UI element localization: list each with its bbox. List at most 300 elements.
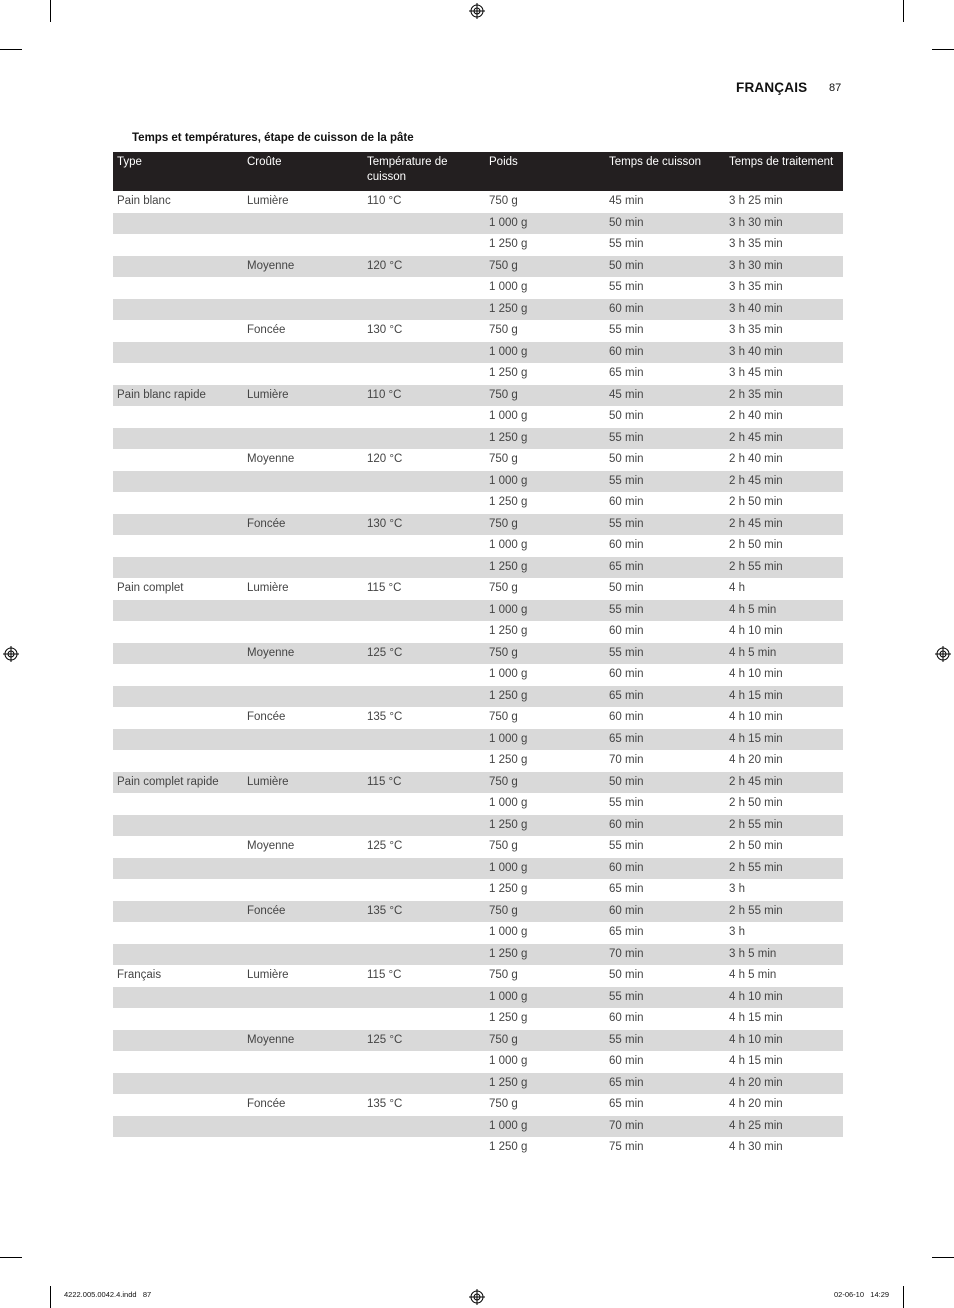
table-row — [113, 514, 843, 536]
cell-type — [113, 922, 243, 944]
cell-temperature — [363, 363, 485, 385]
cell-weight: 1 000 g — [489, 668, 528, 680]
cell-crust — [243, 428, 363, 450]
cell-temperature — [363, 664, 485, 686]
cell-temperature — [363, 815, 485, 837]
table-row — [113, 664, 843, 686]
cell-weight: 750 g — [485, 901, 605, 923]
cell-weight: 1 000 g — [489, 281, 528, 293]
cell-temperature: 125 °C — [363, 1030, 485, 1052]
cell-temperature — [363, 342, 485, 364]
cell-processing-time: 2 h 50 min — [729, 840, 783, 852]
registration-target-icon — [3, 646, 19, 662]
cell-weight: 1 250 g — [485, 686, 605, 708]
table-row — [113, 815, 843, 837]
table-row — [113, 299, 843, 321]
cell-crust — [243, 299, 363, 321]
table-row — [113, 363, 843, 385]
cell-processing-time: 3 h — [729, 883, 745, 895]
cell-type — [113, 213, 243, 235]
cell-type — [113, 901, 243, 923]
cell-weight: 1 250 g — [489, 754, 528, 766]
cell-weight: 1 250 g — [489, 625, 528, 637]
cell-crust: Moyenne — [247, 840, 295, 852]
crop-mark — [50, 1286, 51, 1308]
cell-temperature: 115 °C — [367, 582, 402, 594]
cell-weight: 1 000 g — [485, 342, 605, 364]
cell-temperature — [363, 213, 485, 235]
registration-target-icon — [469, 3, 485, 19]
cell-crust: Foncée — [247, 711, 286, 723]
cell-crust: Foncée — [247, 324, 286, 336]
cell-baking-time: 60 min — [605, 815, 725, 837]
table-row — [113, 342, 843, 364]
cell-temperature — [363, 471, 485, 493]
cell-crust — [243, 1073, 363, 1095]
cell-crust: Lumière — [247, 582, 289, 594]
table-row — [113, 471, 843, 493]
cell-type — [113, 299, 243, 321]
cell-baking-time: 55 min — [605, 643, 725, 665]
table-row — [113, 901, 843, 923]
cell-weight: 1 000 g — [485, 471, 605, 493]
cell-crust — [243, 879, 363, 901]
cell-weight: 750 g — [489, 195, 518, 207]
cell-processing-time: 4 h 15 min — [729, 1055, 783, 1067]
table-row — [113, 578, 843, 600]
cell-processing-time: 2 h 45 min — [725, 514, 843, 536]
cell-crust — [243, 922, 363, 944]
cell-weight: 750 g — [489, 711, 518, 723]
cell-temperature: 125 °C — [367, 840, 403, 852]
cell-crust — [243, 1051, 363, 1073]
column-header-temperature: Température de cuisson — [363, 152, 485, 191]
cell-crust — [243, 664, 363, 686]
cell-processing-time: 4 h 20 min — [729, 754, 783, 766]
cell-weight: 1 000 g — [489, 926, 528, 938]
cell-processing-time: 3 h 35 min — [729, 324, 783, 336]
cell-crust: Foncée — [243, 514, 363, 536]
cell-temperature — [363, 428, 485, 450]
cell-type: Pain complet rapide — [113, 772, 243, 794]
table-row — [113, 234, 843, 256]
crop-mark — [0, 1257, 22, 1258]
cell-baking-time: 50 min — [605, 772, 725, 794]
cell-processing-time: 4 h 10 min — [729, 711, 783, 723]
cell-processing-time: 3 h 45 min — [729, 367, 783, 379]
table-row — [113, 836, 843, 858]
cell-crust — [243, 342, 363, 364]
column-header-weight: Poids — [485, 152, 605, 191]
table-row — [113, 793, 843, 815]
cell-crust: Foncée — [247, 1098, 286, 1110]
column-header-type: Type — [113, 152, 243, 191]
cell-type — [113, 750, 243, 772]
cell-baking-time: 65 min — [609, 367, 644, 379]
cell-baking-time: 60 min — [605, 342, 725, 364]
table-row — [113, 256, 843, 278]
cell-baking-time: 45 min — [609, 195, 644, 207]
cell-weight: 750 g — [485, 643, 605, 665]
cell-crust — [243, 987, 363, 1009]
cell-weight: 750 g — [489, 453, 518, 465]
cell-crust — [243, 213, 363, 235]
cell-temperature: 125 °C — [363, 643, 485, 665]
cell-processing-time: 2 h 55 min — [725, 901, 843, 923]
cell-weight: 750 g — [485, 1030, 605, 1052]
cell-crust — [243, 557, 363, 579]
cell-temperature — [363, 987, 485, 1009]
cell-weight: 1 000 g — [489, 410, 528, 422]
cell-baking-time: 60 min — [609, 625, 644, 637]
cell-baking-time: 65 min — [609, 883, 644, 895]
cell-crust: Moyenne — [247, 453, 295, 465]
cell-crust — [243, 234, 363, 256]
cell-crust: Moyenne — [243, 1030, 363, 1052]
cell-processing-time: 4 h 15 min — [725, 729, 843, 751]
cell-processing-time: 4 h 25 min — [725, 1116, 843, 1138]
cell-baking-time: 60 min — [609, 1055, 644, 1067]
table-row — [113, 1008, 843, 1030]
cell-baking-time: 70 min — [605, 1116, 725, 1138]
table-row — [113, 557, 843, 579]
crop-mark — [50, 0, 51, 22]
table-row — [113, 492, 843, 514]
cell-processing-time: 4 h 5 min — [725, 643, 843, 665]
cell-crust — [243, 621, 363, 643]
cell-baking-time: 55 min — [609, 840, 644, 852]
cell-temperature — [363, 1073, 485, 1095]
cell-type — [113, 729, 243, 751]
registration-target-icon — [469, 1289, 485, 1305]
cell-weight: 1 000 g — [489, 1055, 528, 1067]
cell-temperature — [363, 1008, 485, 1030]
cell-processing-time: 3 h 35 min — [729, 238, 783, 250]
table-row — [113, 449, 843, 471]
cell-weight: 750 g — [489, 969, 518, 981]
baking-times-table — [113, 152, 843, 1159]
cell-baking-time: 60 min — [605, 299, 725, 321]
cell-temperature — [363, 944, 485, 966]
cell-type — [113, 621, 243, 643]
cell-crust — [243, 858, 363, 880]
cell-weight: 750 g — [485, 256, 605, 278]
cell-weight: 1 000 g — [485, 1116, 605, 1138]
cell-type: Français — [117, 969, 162, 981]
cell-processing-time: 2 h 45 min — [725, 772, 843, 794]
cell-baking-time: 60 min — [605, 901, 725, 923]
cell-weight: 1 250 g — [489, 496, 528, 508]
cell-weight: 750 g — [485, 514, 605, 536]
cell-baking-time: 50 min — [605, 256, 725, 278]
cell-baking-time: 55 min — [605, 471, 725, 493]
table-row — [113, 987, 843, 1009]
cell-type — [113, 428, 243, 450]
cell-processing-time: 2 h 35 min — [725, 385, 843, 407]
cell-type — [113, 793, 243, 815]
cell-baking-time: 55 min — [605, 987, 725, 1009]
cell-type — [113, 643, 243, 665]
cell-type — [113, 815, 243, 837]
cell-processing-time: 3 h — [729, 926, 745, 938]
cell-processing-time: 2 h 40 min — [729, 410, 783, 422]
cell-baking-time: 45 min — [605, 385, 725, 407]
table-row — [113, 858, 843, 880]
cell-baking-time: 50 min — [609, 453, 644, 465]
cell-crust: Moyenne — [243, 643, 363, 665]
crop-mark — [0, 49, 22, 50]
cell-temperature — [363, 234, 485, 256]
cell-crust — [243, 944, 363, 966]
cell-temperature: 130 °C — [363, 514, 485, 536]
cell-crust — [243, 793, 363, 815]
cell-baking-time: 65 min — [605, 1073, 725, 1095]
cell-processing-time: 4 h 30 min — [729, 1141, 783, 1153]
cell-temperature: 120 °C — [367, 453, 403, 465]
cell-baking-time: 55 min — [605, 514, 725, 536]
cell-crust — [243, 492, 363, 514]
cell-baking-time: 75 min — [609, 1141, 644, 1153]
cell-weight: 1 250 g — [485, 944, 605, 966]
cell-temperature — [363, 922, 485, 944]
cell-weight: 1 250 g — [485, 557, 605, 579]
cell-processing-time: 2 h 45 min — [725, 471, 843, 493]
cell-temperature — [363, 535, 485, 557]
column-header-baking-time: Temps de cuisson — [605, 152, 725, 191]
cell-crust — [243, 535, 363, 557]
cell-temperature: 130 °C — [367, 324, 403, 336]
cell-processing-time: 2 h 50 min — [729, 496, 783, 508]
cell-baking-time: 55 min — [609, 324, 644, 336]
cell-weight: 750 g — [489, 324, 518, 336]
cell-type — [113, 987, 243, 1009]
cell-weight: 750 g — [485, 772, 605, 794]
cell-baking-time: 65 min — [605, 686, 725, 708]
cell-type — [113, 1030, 243, 1052]
cell-temperature — [363, 299, 485, 321]
cell-type — [113, 406, 243, 428]
cell-baking-time: 60 min — [609, 1012, 644, 1024]
table-row — [113, 750, 843, 772]
cell-crust: Lumière — [243, 385, 363, 407]
cell-baking-time: 65 min — [609, 1098, 644, 1110]
cell-temperature: 110 °C — [367, 195, 402, 207]
cell-crust — [243, 406, 363, 428]
cell-baking-time: 60 min — [609, 539, 644, 551]
cell-type — [113, 535, 243, 557]
cell-temperature: 120 °C — [363, 256, 485, 278]
cell-temperature — [363, 406, 485, 428]
cell-temperature: 110 °C — [363, 385, 485, 407]
cell-temperature: 115 °C — [363, 772, 485, 794]
cell-weight: 750 g — [489, 582, 518, 594]
cell-processing-time: 3 h 40 min — [725, 342, 843, 364]
cell-type — [113, 557, 243, 579]
cell-processing-time: 4 h 10 min — [725, 987, 843, 1009]
cell-type: Pain complet — [117, 582, 184, 594]
table-row — [113, 729, 843, 751]
table-row — [113, 772, 843, 794]
cell-temperature — [363, 750, 485, 772]
crop-mark — [932, 1257, 954, 1258]
crop-mark — [903, 1286, 904, 1308]
cell-baking-time: 55 min — [609, 238, 644, 250]
table-row — [113, 1073, 843, 1095]
cell-weight: 1 000 g — [485, 987, 605, 1009]
cell-type — [113, 492, 243, 514]
cell-type: Pain blanc — [117, 195, 171, 207]
cell-processing-time: 4 h 15 min — [729, 1012, 783, 1024]
table-title: Temps et températures, étape de cuisson de la pâte — [132, 132, 414, 144]
footer-date-time: 02-06-10 14:29 — [834, 1290, 890, 1299]
cell-type — [113, 1094, 243, 1116]
cell-baking-time: 50 min — [609, 410, 644, 422]
cell-temperature — [363, 600, 485, 622]
cell-type — [113, 944, 243, 966]
cell-crust — [243, 471, 363, 493]
cell-weight: 1 250 g — [485, 428, 605, 450]
cell-processing-time: 4 h 20 min — [725, 1073, 843, 1095]
cell-weight: 1 250 g — [485, 815, 605, 837]
cell-weight: 1 000 g — [485, 858, 605, 880]
table-header-row — [113, 152, 843, 191]
table-row — [113, 428, 843, 450]
cell-weight: 1 250 g — [489, 1012, 528, 1024]
cell-weight: 1 250 g — [489, 1141, 528, 1153]
cell-processing-time: 3 h 40 min — [725, 299, 843, 321]
cell-type: Pain blanc rapide — [113, 385, 243, 407]
table-row — [113, 1051, 843, 1073]
cell-temperature — [363, 879, 485, 901]
table-row — [113, 277, 843, 299]
cell-baking-time: 55 min — [605, 1030, 725, 1052]
cell-processing-time: 3 h 35 min — [729, 281, 783, 293]
table-row — [113, 621, 843, 643]
cell-weight: 1 250 g — [489, 238, 528, 250]
cell-temperature: 135 °C — [367, 711, 403, 723]
crop-mark — [903, 0, 904, 22]
table-row — [113, 1094, 843, 1116]
cell-baking-time: 70 min — [605, 944, 725, 966]
cell-temperature: 115 °C — [367, 969, 402, 981]
cell-temperature — [363, 1137, 485, 1159]
cell-baking-time: 65 min — [605, 729, 725, 751]
cell-temperature — [363, 557, 485, 579]
crop-mark — [932, 49, 954, 50]
cell-weight: 750 g — [485, 385, 605, 407]
cell-temperature — [363, 1116, 485, 1138]
cell-crust — [243, 1008, 363, 1030]
cell-type — [113, 363, 243, 385]
cell-type — [113, 707, 243, 729]
cell-processing-time: 4 h 10 min — [725, 1030, 843, 1052]
cell-type — [113, 256, 243, 278]
cell-crust — [243, 363, 363, 385]
table-row — [113, 320, 843, 342]
cell-weight: 1 000 g — [485, 729, 605, 751]
table-row — [113, 707, 843, 729]
table-row — [113, 1116, 843, 1138]
cell-type — [113, 858, 243, 880]
cell-type — [113, 600, 243, 622]
cell-baking-time: 60 min — [609, 711, 644, 723]
cell-baking-time: 50 min — [605, 213, 725, 235]
table-row — [113, 406, 843, 428]
cell-weight: 1 250 g — [485, 299, 605, 321]
cell-weight: 1 000 g — [489, 797, 528, 809]
cell-crust — [243, 1137, 363, 1159]
cell-baking-time: 65 min — [605, 557, 725, 579]
cell-crust: Foncée — [243, 901, 363, 923]
cell-type — [113, 1116, 243, 1138]
cell-crust — [243, 815, 363, 837]
cell-weight: 750 g — [489, 1098, 518, 1110]
cell-baking-time: 50 min — [609, 969, 644, 981]
cell-processing-time: 4 h 5 min — [725, 600, 843, 622]
cell-type — [113, 1008, 243, 1030]
cell-type — [113, 686, 243, 708]
cell-type — [113, 1073, 243, 1095]
cell-weight: 1 250 g — [489, 883, 528, 895]
cell-weight: 750 g — [489, 840, 518, 852]
cell-crust: Lumière — [247, 195, 289, 207]
cell-temperature — [363, 1051, 485, 1073]
cell-type — [113, 449, 243, 471]
cell-crust — [243, 277, 363, 299]
column-header-processing-time: Temps de traitement — [725, 152, 843, 191]
cell-type — [113, 277, 243, 299]
language-heading: FRANÇAIS — [736, 80, 808, 95]
cell-crust — [243, 729, 363, 751]
cell-type — [113, 234, 243, 256]
table-row — [113, 213, 843, 235]
cell-processing-time: 4 h 15 min — [725, 686, 843, 708]
cell-crust — [243, 750, 363, 772]
column-header-crust: Croûte — [243, 152, 363, 191]
cell-baking-time: 55 min — [605, 600, 725, 622]
cell-type — [113, 664, 243, 686]
cell-crust — [243, 1116, 363, 1138]
cell-baking-time: 50 min — [609, 582, 644, 594]
table-row — [113, 879, 843, 901]
table-row — [113, 944, 843, 966]
cell-type — [113, 320, 243, 342]
table-row — [113, 922, 843, 944]
cell-weight: 1 000 g — [489, 539, 528, 551]
cell-temperature — [363, 686, 485, 708]
table-row — [113, 535, 843, 557]
cell-weight: 1 250 g — [485, 1073, 605, 1095]
cell-processing-time: 3 h 25 min — [729, 195, 783, 207]
cell-crust — [243, 600, 363, 622]
cell-processing-time: 2 h 55 min — [725, 858, 843, 880]
cell-baking-time: 60 min — [609, 496, 644, 508]
cell-processing-time: 2 h 50 min — [729, 797, 783, 809]
cell-type — [113, 514, 243, 536]
cell-type — [113, 1051, 243, 1073]
cell-crust: Moyenne — [243, 256, 363, 278]
cell-temperature — [363, 492, 485, 514]
cell-processing-time: 4 h 5 min — [729, 969, 777, 981]
table-row — [113, 385, 843, 407]
cell-processing-time: 2 h 40 min — [729, 453, 783, 465]
cell-crust: Lumière — [243, 772, 363, 794]
cell-processing-time: 3 h 5 min — [725, 944, 843, 966]
cell-type — [113, 836, 243, 858]
cell-baking-time: 55 min — [609, 281, 644, 293]
cell-processing-time: 2 h 45 min — [725, 428, 843, 450]
cell-temperature: 135 °C — [363, 901, 485, 923]
